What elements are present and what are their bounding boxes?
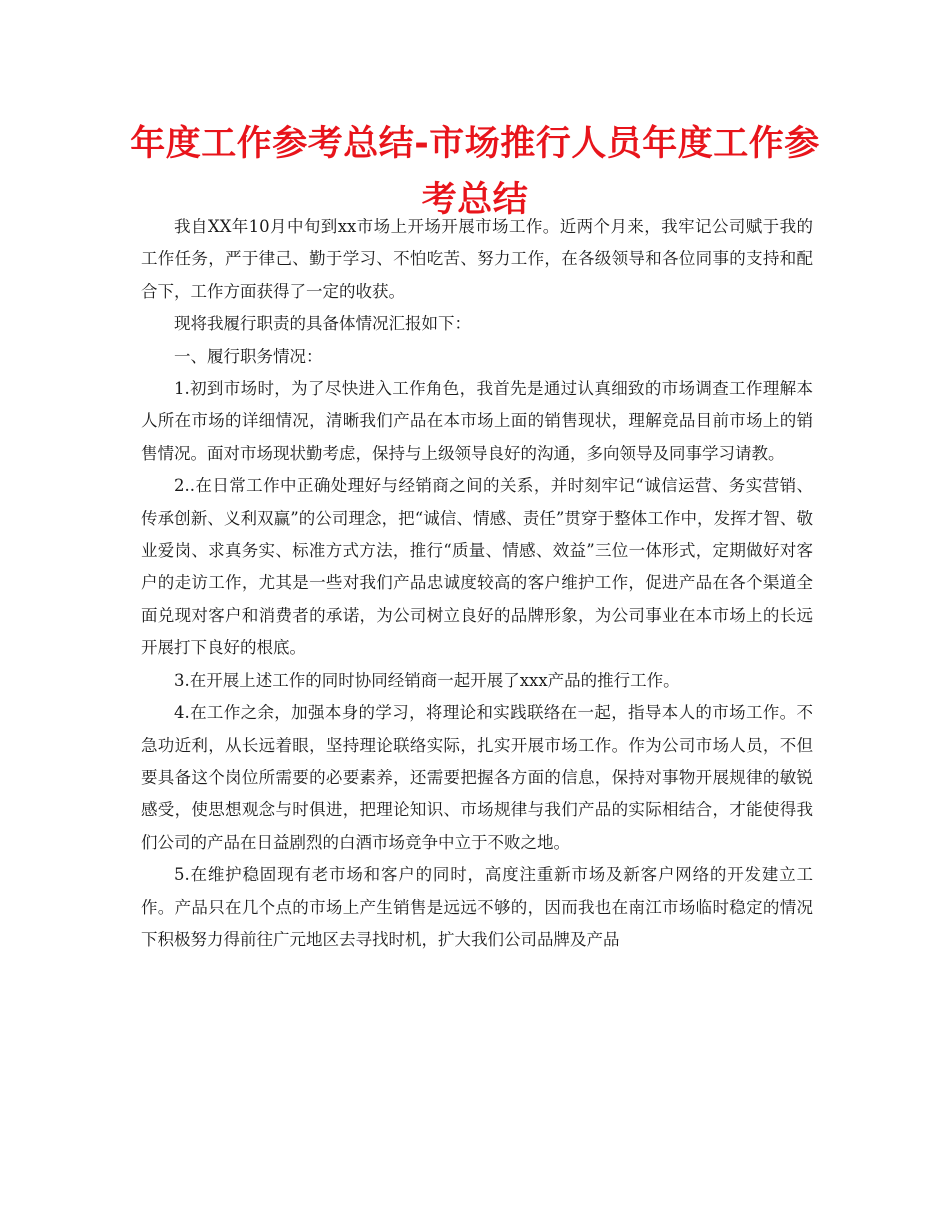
paragraph-item-5: 5.在维护稳固现有老市场和客户的同时，高度注重新市场及新客户网络的开发建立工作。产品只在几个点的市场上产生销售是远远不够的，因而我也在南江市场临时稳定的情况下积极努力得前往广元地区去寻找时机，扩大我们公司品牌及产品 bbox=[141, 865, 813, 949]
section-heading-duties: 一、履行职务情况： bbox=[174, 346, 323, 366]
paragraph-item-2: 2..在日常工作中正确处理好与经销商之间的关系，并时刻牢记“诚信运营、务实营销、传承创新、义利双赢”的公司理念，把“诚信、情感、责任”贯穿于整体工作中，发挥才智、敬业爱岗、求真务实、标准方式方法，推行“质量、情感、效益”三位一体形式，定期做好对客户的走访工作，尤其是一些对我们产品忠诚度较高的客户维护工作，促进产品在各个渠道全面兑现对客户和消费者的承诺，为公司树立良好的品牌形象，为公司事业在本市场上的长远开展打下良好的根底。 bbox=[141, 476, 813, 658]
document-title: 年度工作参考总结-市场推行人员年度工作参考总结 bbox=[130, 124, 820, 220]
paragraph-intro: 我自XX年10月中旬到xx市场上开场开展市场工作。近两个月来，我牢记公司赋于我的工作任务，严于律己、勤于学习、不怕吃苦、努力工作，在各级领导和各位同事的支持和配合下，工作方面获得了一定的收获。 bbox=[141, 217, 813, 301]
paragraph-item-4: 4.在工作之余，加强本身的学习，将理论和实践联络在一起，指导本人的市场工作。不急功近利，从长远着眼，坚持理论联络实际，扎实开展市场工作。作为公司市场人员，不但要具备这个岗位所需要的必要素养，还需要把握各方面的信息，保持对事物开展规律的敏锐感受，使思想观念与时俱进，把理论知识、市场规律与我们产品的实际相结合，才能使得我们公司的产品在日益剧烈的白酒市场竞争中立于不败之地。 bbox=[141, 703, 813, 852]
document-body bbox=[141, 211, 813, 956]
paragraph-item-3: 3.在开展上述工作的同时协同经销商一起开展了xxx产品的推行工作。 bbox=[174, 670, 680, 690]
paragraph-report-intro: 现将我履行职责的具备体情况汇报如下： bbox=[174, 314, 471, 334]
paragraph-item-1: 1.初到市场时，为了尽快进入工作角色，我首先是通过认真细致的市场调查工作理解本人所在市场的详细情况，清晰我们产品在本市场上面的销售现状，理解竞品目前市场上的销售情况。面对市场现状勤考虑，保持与上级领导良好的沟通，多向领导及同事学习请教。 bbox=[141, 379, 813, 463]
